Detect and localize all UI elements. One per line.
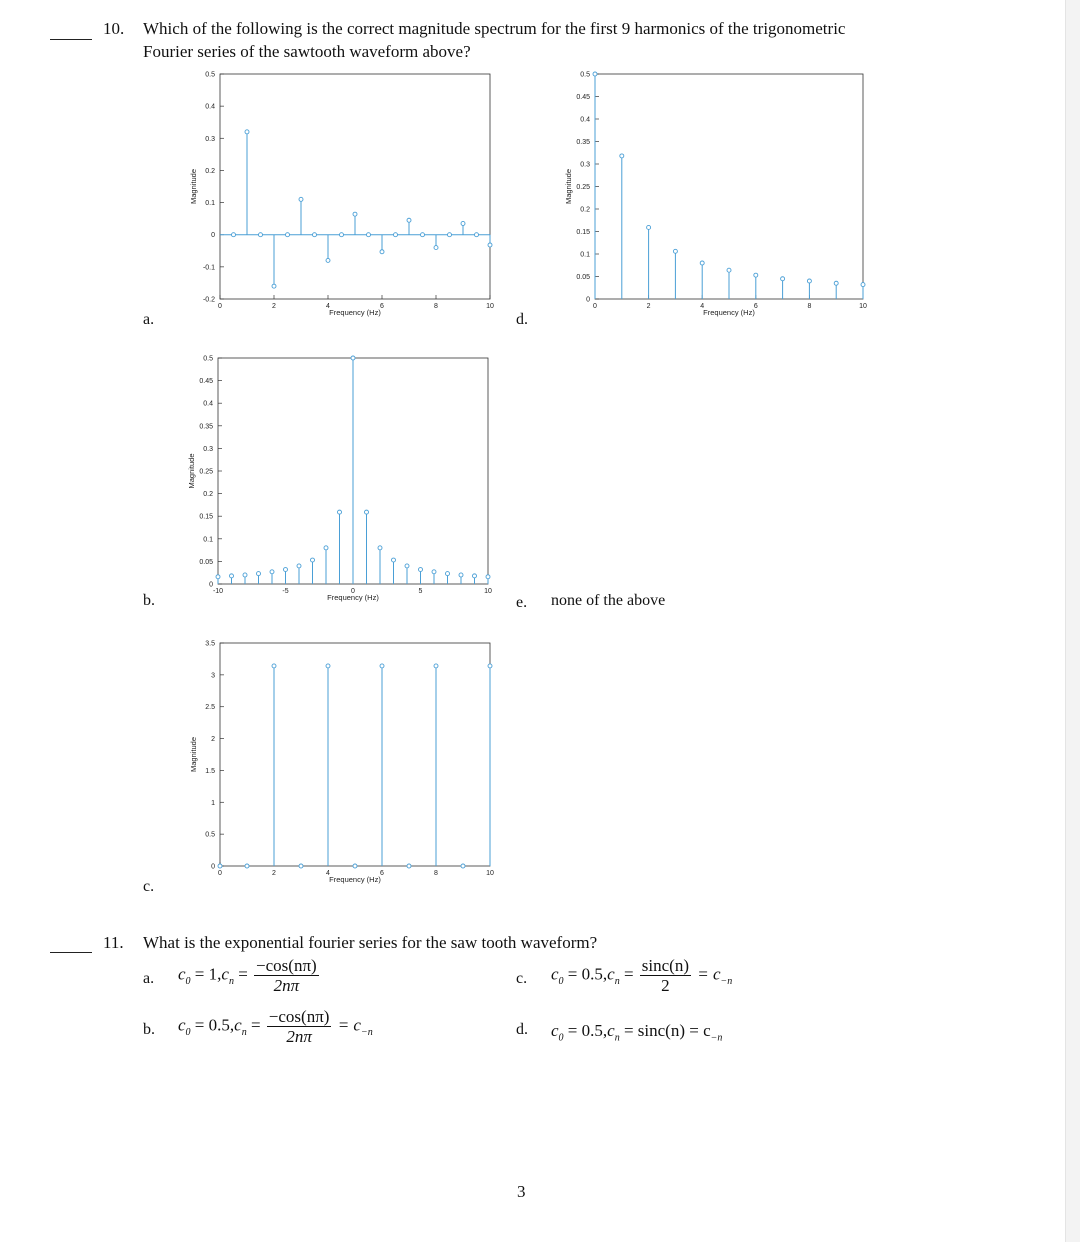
stem-marker [434, 246, 438, 250]
question-number: 10. [103, 19, 125, 38]
stem-marker [488, 243, 492, 247]
stem-marker [861, 283, 865, 287]
x-tick-label: 0 [351, 588, 355, 595]
x-tick-label: 10 [486, 870, 494, 877]
plot-frame [220, 74, 490, 299]
stem-marker [311, 558, 315, 562]
stem-marker [475, 233, 479, 237]
y-tick-label: 0 [586, 296, 590, 304]
y-tick-label: 0.45 [199, 378, 213, 386]
x-tick-label: 4 [700, 303, 705, 310]
stem-marker [473, 574, 477, 578]
stem-marker [272, 284, 276, 288]
stem-marker [448, 233, 452, 237]
y-tick-label: 0.45 [576, 94, 590, 101]
y-tick-label: 0 [211, 863, 215, 871]
stem-marker [421, 233, 425, 237]
stem-marker [486, 575, 490, 579]
stem-marker [781, 277, 785, 281]
stem-marker [326, 258, 330, 262]
y-tick-label: 0.1 [203, 536, 213, 544]
stem-marker [324, 546, 328, 550]
stem-marker [218, 864, 222, 868]
option-label-c: c. [143, 878, 155, 895]
plot-frame [220, 643, 490, 866]
option-text-e: none of the above [551, 592, 666, 609]
x-tick-label: 2 [646, 303, 651, 310]
x-tick-label: 6 [380, 303, 384, 310]
y-tick-label: 0.15 [576, 229, 590, 236]
stem-marker [673, 249, 677, 253]
y-tick-label: -0.1 [202, 264, 215, 272]
y-tick-label: 0 [211, 232, 215, 240]
x-tick-label: 8 [434, 870, 438, 877]
stem-marker [299, 197, 303, 201]
stem-marker [230, 574, 234, 578]
y-tick-label: 0.05 [199, 558, 213, 566]
stem-marker [727, 268, 731, 272]
scrollbar-track[interactable] [1065, 0, 1080, 1242]
y-tick-label: 0.25 [576, 184, 590, 191]
stem-marker [432, 570, 436, 574]
stem-marker [392, 558, 396, 562]
y-tick-label: 0.4 [205, 103, 215, 111]
y-axis-label: Magnitude [189, 736, 198, 773]
y-tick-label: 2 [211, 736, 215, 744]
y-tick-label: 0.5 [205, 71, 215, 79]
stem-marker [434, 664, 438, 668]
stem-marker [365, 510, 369, 514]
stem-marker [216, 575, 220, 579]
y-tick-label: 0.5 [203, 355, 213, 363]
chart-option-d [545, 60, 880, 330]
option-label-e: e. [516, 594, 528, 611]
x-tick-label: 5 [418, 588, 423, 595]
stem-marker [270, 570, 274, 574]
stem-marker [367, 233, 371, 237]
y-tick-label: 2.5 [205, 704, 215, 712]
y-tick-label: 0.4 [580, 116, 590, 124]
y-tick-label: 0.25 [199, 468, 213, 476]
x-tick-label: -5 [282, 588, 289, 595]
option-label-b: b. [143, 1021, 155, 1038]
x-tick-label: 4 [326, 303, 330, 310]
stem-marker [461, 221, 465, 225]
x-tick-label: 6 [753, 303, 758, 310]
stem-marker [313, 233, 317, 237]
y-tick-label: 1.5 [205, 767, 215, 775]
x-tick-label: 4 [326, 870, 330, 877]
option-label-d: d. [516, 1021, 528, 1038]
question-text-line2: Fourier series of the sawtooth waveform above? [143, 42, 471, 61]
option-label-a: a. [143, 970, 155, 987]
x-tick-label: -10 [212, 588, 224, 595]
question-text: What is the exponential fourier series for the saw tooth waveform? [143, 933, 598, 952]
x-tick-label: 10 [486, 303, 494, 310]
chart-option-c [170, 630, 510, 895]
stem-marker [353, 864, 357, 868]
stem-marker [378, 546, 382, 550]
stem-marker [243, 573, 247, 577]
stem-marker [259, 233, 263, 237]
equation-option-a: $c_0 = 1,c_n$ = $\frac{-\cos(n\pi)}{2n\pi}$ [178, 956, 317, 995]
y-tick-label: 0.3 [203, 445, 213, 453]
y-tick-label: 0.4 [203, 400, 213, 408]
x-axis-label: Frequency (Hz) [329, 875, 381, 884]
x-axis-label: Frequency (Hz) [329, 308, 381, 317]
stem-marker [326, 664, 330, 668]
x-tick-label: 10 [859, 303, 867, 310]
x-axis-label: Frequency (Hz) [327, 593, 379, 602]
stem-marker [461, 864, 465, 868]
stem-marker [272, 664, 276, 668]
x-tick-label: 0 [218, 303, 222, 310]
y-tick-label: 0.5 [205, 831, 215, 839]
stem-marker [407, 864, 411, 868]
equation-option-d: $c_0 = 0.5,c_n = \sin c(n) = c_{-n}$ [551, 1021, 723, 1044]
stem-marker [446, 572, 450, 576]
y-tick-label: -0.2 [202, 296, 215, 304]
stem-marker [407, 218, 411, 222]
stem-marker [394, 233, 398, 237]
x-tick-label: 6 [380, 870, 384, 877]
y-tick-label: 0.35 [576, 139, 590, 146]
y-axis-label: Magnitude [564, 168, 573, 205]
stem-marker [754, 273, 758, 277]
equation-option-c: $c_0 = 0.5,c_n$ = $\frac{\sin c(n)}{2}$ = $c_{-n}$ [551, 956, 733, 995]
equation-option-b: $c_0 = 0.5,c_n$ = $\frac{-\cos(n\pi)}{2n\pi}$ = $c_{-n}$ [178, 1007, 373, 1046]
stem-marker [340, 233, 344, 237]
stem-marker [834, 281, 838, 285]
x-tick-label: 2 [272, 303, 276, 310]
y-tick-label: 0.2 [203, 491, 213, 499]
stem-marker [647, 225, 651, 229]
stem-marker [338, 510, 342, 514]
x-axis-label: Frequency (Hz) [703, 308, 755, 317]
stem-marker [245, 130, 249, 134]
answer-blank-q11[interactable] [50, 952, 92, 953]
y-tick-label: 1 [211, 799, 215, 807]
x-tick-label: 0 [218, 870, 222, 877]
option-label-d: d. [516, 311, 528, 328]
x-tick-label: 8 [434, 303, 438, 310]
y-tick-label: 0.2 [580, 206, 590, 214]
x-tick-label: 8 [807, 303, 812, 310]
stem-marker [405, 564, 409, 568]
stem-marker [351, 356, 355, 360]
stem-marker [620, 154, 624, 158]
option-label-a: a. [143, 311, 155, 328]
answer-blank-q10[interactable] [50, 39, 92, 40]
stem-marker [297, 564, 301, 568]
y-tick-label: 3.5 [205, 640, 215, 648]
option-label-b: b. [143, 592, 155, 609]
y-tick-label: 0 [209, 581, 213, 589]
y-tick-label: 3 [211, 672, 215, 680]
stem-marker [353, 212, 357, 216]
stem-marker [380, 664, 384, 668]
question-text-line1: Which of the following is the correct magnitude spectrum for the first 9 harmonics of the trigonometric [143, 19, 846, 38]
y-axis-label: Magnitude [187, 453, 196, 489]
plot-frame [595, 74, 863, 299]
page-number: 3 [517, 1182, 526, 1201]
stem-marker [419, 568, 423, 572]
y-axis-label: Magnitude [189, 168, 198, 205]
stem-marker [459, 573, 463, 577]
y-tick-label: 0.1 [580, 251, 590, 259]
y-tick-label: 0.15 [199, 513, 213, 521]
stem-marker [245, 864, 249, 868]
y-tick-label: 0.1 [205, 200, 215, 208]
x-tick-label: 0 [593, 303, 597, 310]
chart-option-a [170, 60, 510, 330]
chart-option-b [170, 345, 510, 615]
y-tick-label: 0.5 [580, 71, 590, 79]
stem-marker [380, 250, 384, 254]
y-tick-label: 0.2 [205, 167, 215, 175]
stem-marker [488, 664, 492, 668]
y-tick-label: 0.3 [580, 161, 590, 169]
stem-marker [286, 233, 290, 237]
stem-marker [593, 72, 597, 76]
y-tick-label: 0.35 [199, 423, 213, 431]
stem-marker [299, 864, 303, 868]
stem-marker [700, 261, 704, 265]
x-tick-label: 2 [272, 870, 276, 877]
stem-marker [257, 572, 261, 576]
y-tick-label: 0.3 [205, 135, 215, 143]
x-tick-label: 10 [484, 588, 492, 595]
option-label-c: c. [516, 970, 528, 987]
stem-marker [232, 233, 236, 237]
stem-marker [807, 279, 811, 283]
y-tick-label: 0.05 [576, 274, 590, 281]
stem-marker [284, 568, 288, 572]
question-number: 11. [103, 933, 124, 952]
